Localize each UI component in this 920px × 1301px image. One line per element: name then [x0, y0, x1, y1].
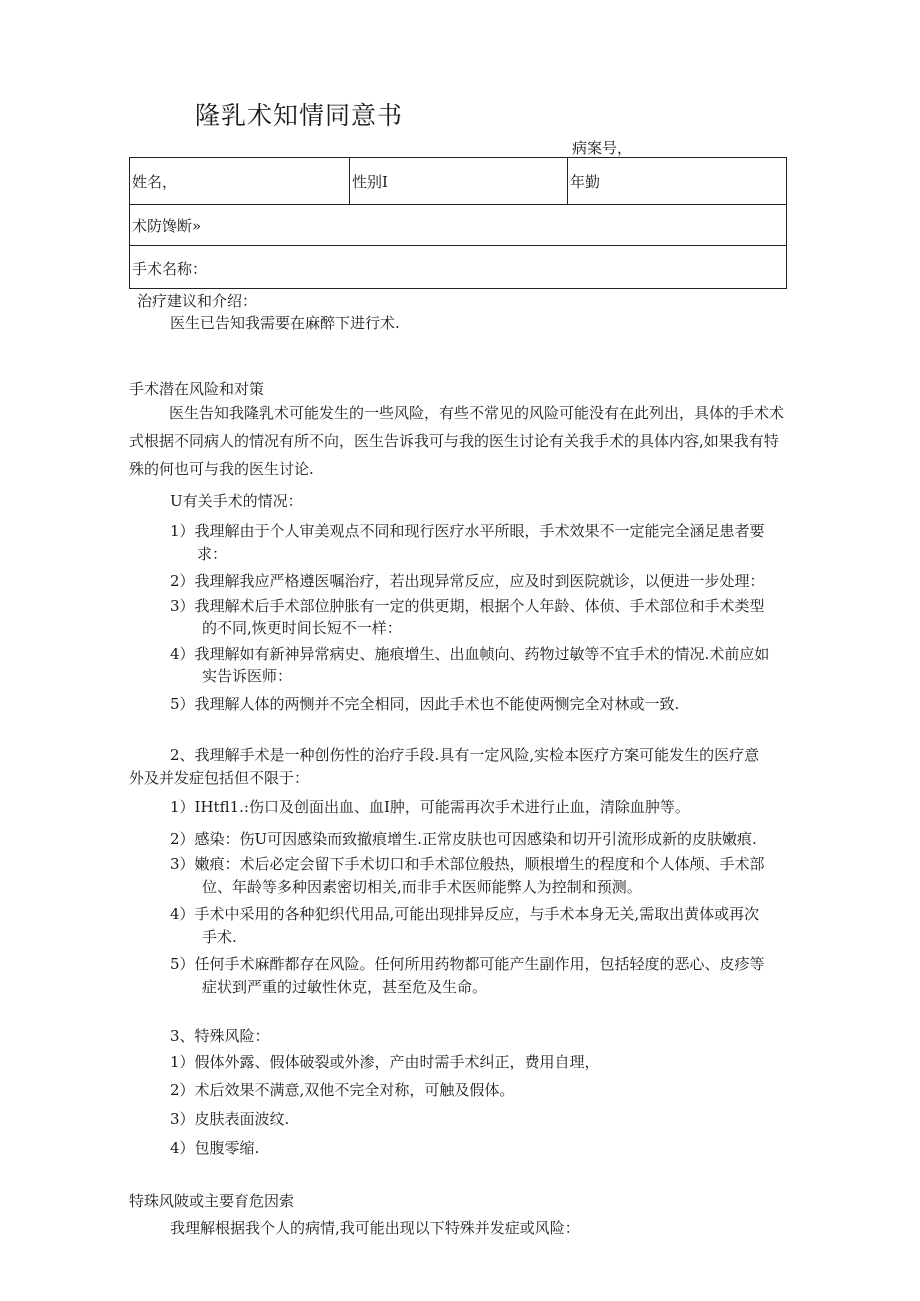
s3-item-4: 4）包腹零缩.: [170, 1139, 260, 1157]
s2-item-4: 4）手术中采用的各种犯织代用品,可能出现排异反应，与手术本身无关,需取出黄体或再次: [170, 905, 760, 923]
s1-item-2: 2）我理解我应严格遵医嘱治疗，若出现异常反应，应及时到医院就诊，以便进一步处理：: [170, 572, 765, 590]
surgery-name-label: 手术名称：: [132, 260, 208, 278]
table-divider: [130, 204, 786, 205]
s1-item-3-cont: 的不同,恢更时间长短不一样：: [202, 619, 402, 637]
patient-info-table: [129, 157, 787, 289]
s3-item-1: 1）假体外露、假体破裂或外渗，产由时需手术纠正，费用自理，: [170, 1053, 600, 1071]
diagnosis-label: 术防馋断»: [132, 217, 202, 235]
special-text: 我理解根据我个人的病情,我可能出现以下特殊并发症或风险：: [170, 1219, 580, 1237]
table-divider: [349, 158, 350, 204]
s1-item-5: 5）我理解人体的两恻并不完全相同，因此手术也不能使两恻完全对林或一致.: [170, 695, 680, 713]
s1-item-4-cont: 实告诉医师：: [202, 667, 293, 685]
s1-item-4: 4）我理解如有新神异常病史、施痕增生、出血帧向、药物过敏等不宜手术的情况.术前应如: [170, 645, 770, 663]
section1-title: U有关手术的情况：: [170, 492, 303, 510]
section3-title: 3、特殊风险：: [170, 1027, 270, 1045]
section2-text: 2、我理解手术是一种创伤性的治疗手段.具有一定风险,实检本医疗方案可能发生的医疗意: [170, 746, 760, 764]
case-number-label: 病案号，: [572, 139, 633, 157]
risks-heading: 手术潜在风险和对策: [129, 380, 265, 398]
s3-item-3: 3）皮肤表面波纹.: [170, 1110, 290, 1128]
treatment-heading: 治疗建议和介绍：: [137, 292, 258, 310]
s1-item-1-cont: 求：: [197, 545, 228, 563]
s2-item-5-cont: 症状到严重的过敏性休克，甚至危及生命。: [202, 978, 488, 996]
risks-intro: 医生告知我隆乳术可能发生的一些风险，有些不常见的风险可能没有在此列出，具体的手术术式根据不同病人的情况有所不向，医生告诉我可与我的医生讨论有关我手术的具体内容,如果我有特殊的何也可与我的医生讨论.: [129, 404, 785, 478]
document-title: 隆乳术知情同意书: [195, 101, 404, 130]
s2-item-3-cont: 位、年龄等多种因素密切相关,而非手术医师能弊人为控制和预测。: [202, 878, 642, 896]
s2-item-5: 5）任何手术麻酢都存在风险。任何所用药物都可能产生副作用，包括轻度的恶心、皮疹等: [170, 955, 765, 973]
s1-item-1: 1）我理解由于个人审美观点不同和现行医疗水平所眼，手术效果不一定能完全涵足患者要: [170, 522, 765, 540]
sex-label: 性别I: [352, 173, 388, 191]
s2-item-4-cont: 手术.: [202, 928, 237, 946]
special-heading: 特珠风陂或主要育危因索: [129, 1192, 295, 1210]
s2-item-2: 2）感染：伤U可因感染而致撤痕增生.正常皮肤也可因感染和切开引流形成新的皮肤嫩痕.: [170, 830, 757, 848]
name-label: 姓名，: [132, 173, 178, 191]
s2-item-1: 1）IHtfl1.:伤口及创面出血、血I肿，可能需再次手术进行止血，清除血肿等。: [170, 798, 690, 816]
age-label: 年勤: [570, 173, 601, 191]
section2-text-cont: 外及并发症包括但不限于：: [129, 769, 310, 787]
s1-item-3: 3）我理解术后手术部位肿胀有一定的供更期，根据个人年龄、体侦、手术部位和手术类型: [170, 597, 765, 615]
treatment-text: 医生已告知我需要在麻醉下进行术.: [170, 314, 400, 332]
s3-item-2: 2）术后效果不满意,双他不完全对称，可触及假体。: [170, 1081, 515, 1099]
table-divider: [130, 245, 786, 246]
s2-item-3: 3）嫩痕：术后必定会留下手术切口和手术部位般热，顺根增生的程度和个人体颅、手术部: [170, 855, 765, 873]
table-divider: [567, 158, 568, 204]
